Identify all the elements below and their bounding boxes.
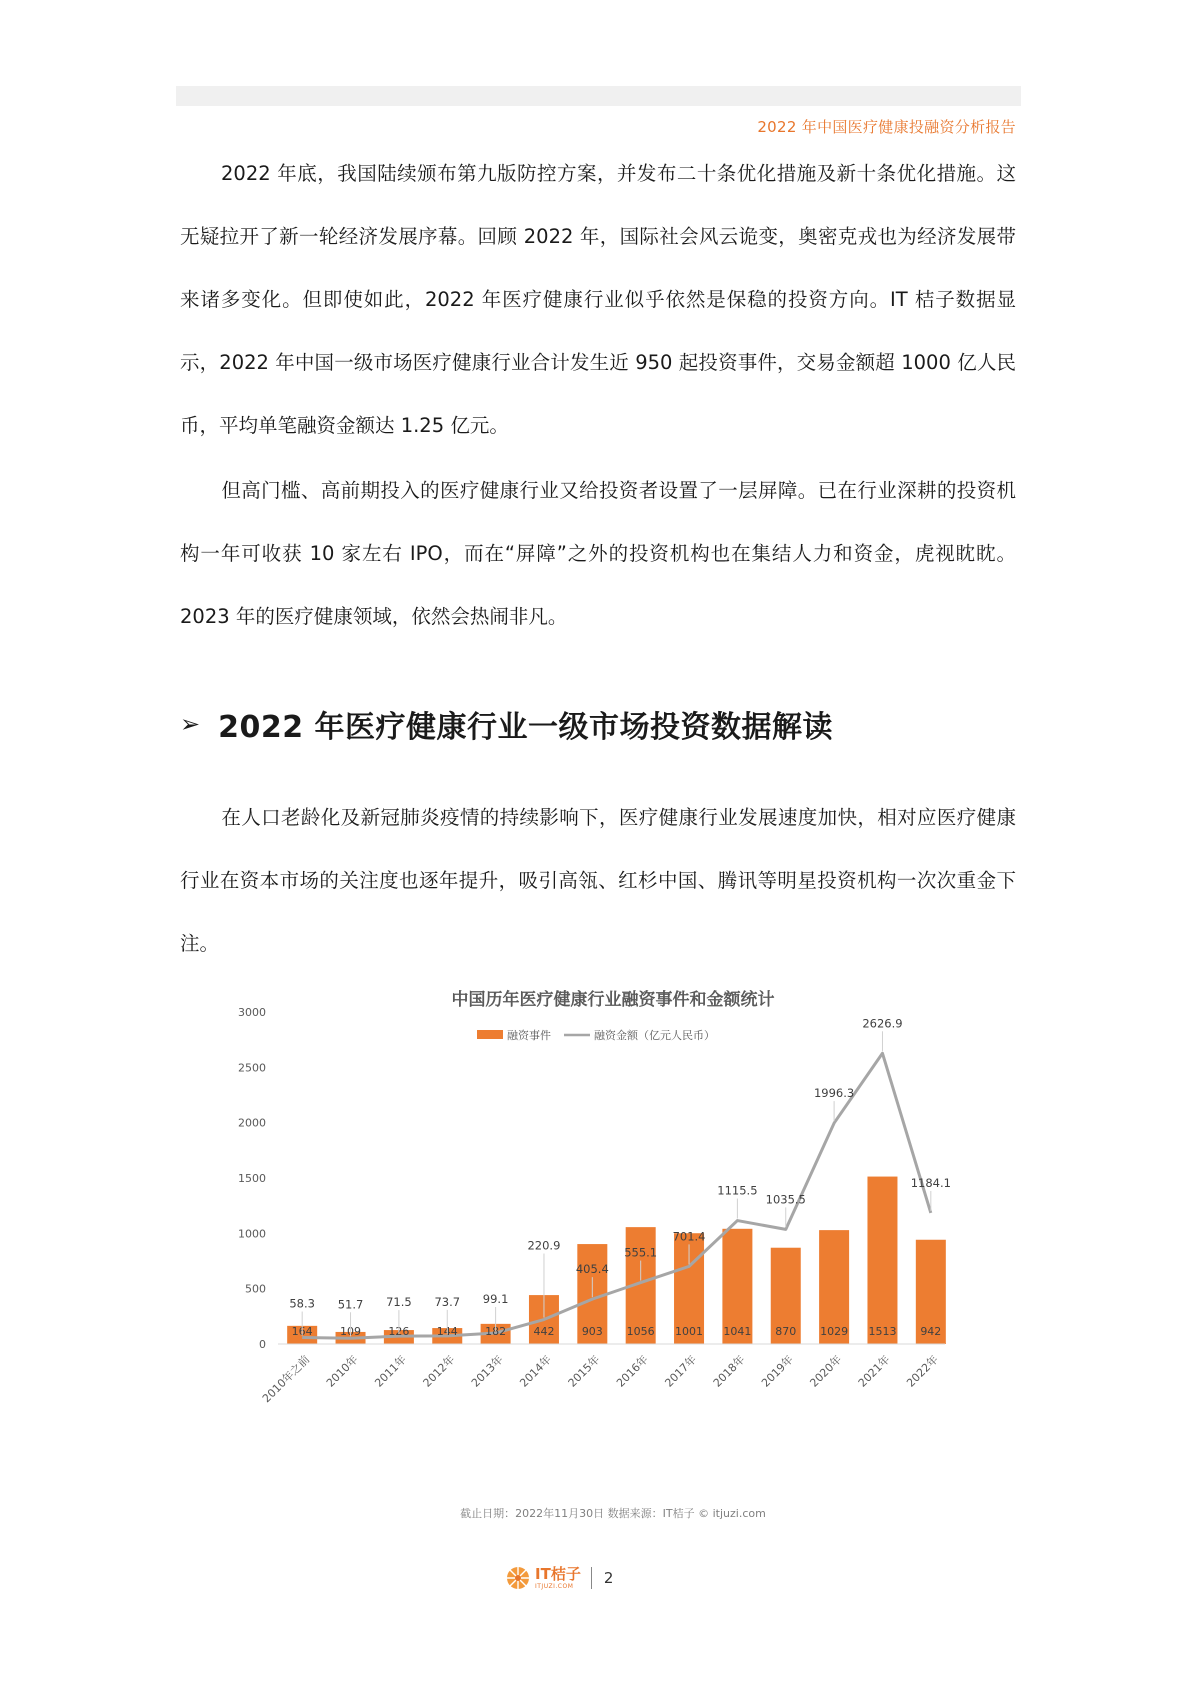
- bar-value-label: 1056: [626, 1325, 655, 1338]
- paragraph-1-text: 2022 年底，我国陆续颁布第九版防控方案，并发布二十条优化措施及新十条优化措施。这无疑拉开了新一轮经济发展序幕。回顾 2022 年，国际社会风云诡变，奥密克戎也为经济发展带来诸多变化。但即使如此，2022 年医疗健康行业似乎依然是保稳的投资方向。IT 桔子数据显示，2022 年中国一级市场医疗健康行业合计发生近 950 起投资事件，交易金额超 1000 亿人民币，平均单笔融资金额达 1.25 亿元。: [180, 162, 1016, 437]
- amount-value-label: 1996.3: [813, 1086, 855, 1101]
- bar-value-label: 164: [291, 1325, 313, 1338]
- amount-value-label: 1115.5: [717, 1183, 758, 1198]
- line-series: [289, 1016, 951, 1338]
- bar-value-label: 182: [485, 1325, 507, 1338]
- x-tick-label: 2018年: [710, 1352, 748, 1390]
- bar-value-label: 1029: [820, 1325, 849, 1338]
- bar-value-label: 126: [388, 1325, 410, 1338]
- logo-name: IT桔子: [535, 1564, 581, 1583]
- x-tick-label: 2015年: [565, 1352, 603, 1390]
- footer-divider: [591, 1567, 592, 1589]
- y-tick-label: 2000: [238, 1116, 266, 1130]
- bar-series: [278, 1177, 946, 1344]
- y-axis: [238, 1006, 266, 1351]
- x-tick-label: 2022年: [904, 1352, 941, 1390]
- logo-domain: ITJUZI.COM: [535, 1582, 574, 1590]
- amount-value-label: 1184.1: [910, 1175, 951, 1190]
- bar-value-label: 870: [775, 1325, 797, 1338]
- x-tick-label: 2013年: [468, 1352, 506, 1390]
- x-tick-label: 2011年: [372, 1352, 410, 1390]
- arrow-bullet-icon: ➢: [180, 710, 201, 738]
- bar-value-label: 144: [436, 1325, 458, 1338]
- bar-value-label: 1513: [868, 1325, 897, 1338]
- x-tick-label: 2021年: [855, 1352, 893, 1390]
- x-tick-label: 2017年: [662, 1352, 700, 1390]
- bar: [867, 1177, 897, 1344]
- x-tick-label: 2014年: [517, 1352, 555, 1390]
- bar-value-label: 1001: [675, 1325, 704, 1338]
- y-tick-label: 3000: [238, 1006, 266, 1019]
- legend-bar-label: 融资事件: [507, 1029, 551, 1042]
- amount-value-label: 220.9: [527, 1238, 561, 1253]
- bar-value-label: 942: [920, 1325, 942, 1338]
- chart-legend: [477, 1028, 715, 1042]
- orange-logo-icon: [505, 1565, 531, 1591]
- page-footer: [505, 1560, 613, 1596]
- chart-title: 中国历年医疗健康行业融资事件和金额统计: [451, 990, 775, 1010]
- x-tick-label: 2010年: [323, 1352, 361, 1390]
- legend-line-label: 融资金额（亿元人民币）: [594, 1029, 715, 1042]
- x-axis: [259, 1352, 941, 1405]
- x-tick-label: 2020年: [807, 1352, 845, 1390]
- section-heading: [180, 694, 1020, 754]
- bar-value-label: 903: [581, 1325, 603, 1338]
- y-tick-label: 2500: [238, 1061, 266, 1075]
- bar-value-label: 109: [340, 1325, 362, 1338]
- amount-value-label: 99.1: [482, 1292, 509, 1307]
- amount-value-label: 73.7: [434, 1294, 461, 1309]
- x-tick-label: 2010年之前: [259, 1352, 313, 1406]
- chart-source-note: 截止日期：2022年11月30日 数据来源：IT桔子 © itjuzi.com: [460, 1507, 766, 1520]
- x-tick-label: 2016年: [614, 1352, 651, 1390]
- paragraph-3: [180, 786, 1016, 975]
- y-tick-label: 1500: [238, 1172, 266, 1185]
- y-tick-label: 500: [245, 1282, 266, 1296]
- page-number: 2: [603, 1569, 614, 1587]
- running-title: 2022 年中国医疗健康投融资分析报告: [757, 118, 1016, 136]
- paragraph-2: [180, 459, 1016, 648]
- legend-bar-swatch: [477, 1030, 503, 1039]
- amount-value-label: 701.4: [672, 1229, 706, 1244]
- paragraph-2-text: 但高门槛、高前期投入的医疗健康行业又给投资者设置了一层屏障。已在行业深耕的投资机构一年可收获 10 家左右 IPO，而在“屏障”之外的投资机构也在集结人力和资金，虎视眈眈。2023 年的医疗健康领域，依然会热闹非凡。: [180, 479, 1016, 628]
- logo-text: [535, 1564, 581, 1590]
- amount-value-label: 51.7: [337, 1297, 364, 1312]
- amount-value-label: 2626.9: [862, 1016, 903, 1031]
- section-heading-text: 2022 年医疗健康行业一级市场投资数据解读: [218, 710, 834, 745]
- amount-value-label: 71.5: [386, 1295, 412, 1310]
- paragraph-3-text: 在人口老龄化及新冠肺炎疫情的持续影响下，医疗健康行业发展速度加快，相对应医疗健康行业在资本市场的关注度也逐年提升，吸引高瓴、红杉中国、腾讯等明星投资机构一次次重金下注。: [180, 806, 1016, 955]
- y-tick-label: 1000: [238, 1227, 266, 1241]
- bar-value-label: 1041: [723, 1325, 752, 1338]
- amount-value-label: 405.4: [575, 1262, 609, 1277]
- y-tick-label: 0: [259, 1338, 266, 1351]
- amount-value-label: 555.1: [624, 1245, 658, 1260]
- amount-value-label: 1035.5: [765, 1192, 806, 1207]
- bar-value-label: 442: [533, 1325, 555, 1338]
- x-tick-label: 2019年: [759, 1352, 796, 1390]
- amount-value-label: 58.3: [289, 1296, 315, 1311]
- financing-chart: [230, 980, 960, 1540]
- paragraph-1: [180, 142, 1016, 457]
- x-tick-label: 2012年: [420, 1352, 458, 1390]
- header-bar: [176, 86, 1021, 106]
